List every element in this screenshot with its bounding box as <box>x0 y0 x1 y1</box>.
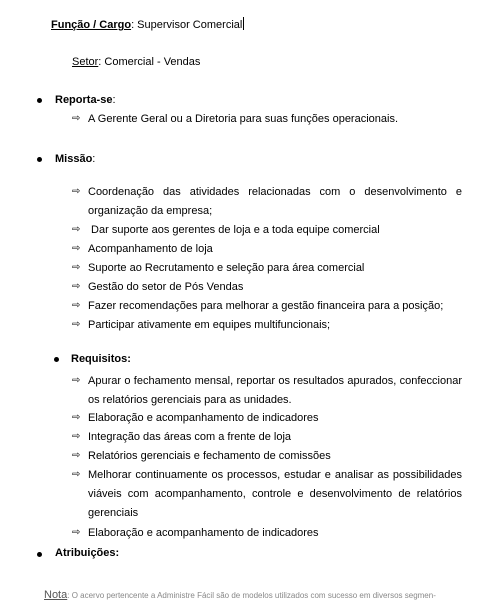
arrow-icon: ⇨ <box>72 186 81 197</box>
arrow-icon: ⇨ <box>72 113 81 124</box>
arrow-icon: ⇨ <box>72 262 81 273</box>
arrow-icon: ⇨ <box>72 412 81 423</box>
section-missao-title: Missão <box>55 153 93 165</box>
list-item: Melhorar continuamente os processos, estudar e analisar as possibilidades viáveis com acompanhamento, controle e desenvolvimento de relatórios gerenciais <box>88 469 462 519</box>
setor-value: : Comercial - Vendas <box>98 56 201 68</box>
arrow-icon: ⇨ <box>72 281 81 292</box>
note-text: : O acervo pertencente a Administre Fácil são de modelos utilizados com sucesso em diversos segmen- <box>67 591 436 600</box>
arrow-icon: ⇨ <box>72 375 81 386</box>
arrow-icon: ⇨ <box>72 224 81 235</box>
arrow-icon: ⇨ <box>72 469 81 480</box>
arrow-icon: ⇨ <box>72 431 81 442</box>
list-item: Suporte ao Recrutamento e seleção para área comercial <box>88 262 365 274</box>
list-item: Elaboração e acompanhamento de indicadores <box>88 412 319 424</box>
setor-label: Setor <box>72 56 99 68</box>
section-requisitos-heading: Requisitos: <box>71 353 131 365</box>
section-missao-heading <box>55 153 95 165</box>
section-missao-colon: : <box>92 153 96 165</box>
funcao-value: : Supervisor Comercial <box>131 19 243 31</box>
list-item: Elaboração e acompanhamento de indicadores <box>88 527 319 539</box>
section-atribuicoes-heading: Atribuições: <box>55 547 120 559</box>
list-item: Fazer recomendações para melhorar a gestão financeira para a posição; <box>88 300 444 312</box>
funcao-label: Função / Cargo <box>51 19 132 31</box>
list-item: Relatórios gerenciais e fechamento de comissões <box>88 450 331 462</box>
note-label: Nota <box>44 589 68 601</box>
setor-field <box>72 56 200 68</box>
list-item: Acompanhamento de loja <box>88 243 213 255</box>
bullet-icon <box>37 98 42 103</box>
bullet-icon <box>54 357 59 362</box>
list-item: Gestão do setor de Pós Vendas <box>88 281 244 293</box>
arrow-icon: ⇨ <box>72 319 81 330</box>
text-cursor <box>243 17 244 30</box>
list-item: Dar suporte aos gerentes de loja e a toda equipe comercial <box>88 224 380 236</box>
list-item: Apurar o fechamento mensal, reportar os resultados apurados, confeccionar os relatórios gerenciais para as unidades. <box>88 375 462 406</box>
arrow-icon: ⇨ <box>72 527 81 538</box>
funcao-field <box>51 17 244 31</box>
arrow-icon: ⇨ <box>72 243 81 254</box>
bullet-icon <box>37 157 42 162</box>
section-reporta-heading <box>55 94 116 106</box>
section-reporta-colon: : <box>112 94 116 106</box>
arrow-icon: ⇨ <box>72 300 81 311</box>
footer-note <box>44 589 436 601</box>
list-item: Integração das áreas com a frente de loja <box>88 431 292 443</box>
section-reporta-title: Reporta-se <box>55 94 113 106</box>
list-item: Coordenação das atividades relacionadas com o desenvolvimento e organização da empresa; <box>88 186 462 217</box>
list-item: Participar ativamente em equipes multifuncionais; <box>88 319 331 331</box>
list-item: A Gerente Geral ou a Diretoria para suas funções operacionais. <box>88 113 399 125</box>
bullet-icon <box>37 552 42 557</box>
arrow-icon: ⇨ <box>72 450 81 461</box>
